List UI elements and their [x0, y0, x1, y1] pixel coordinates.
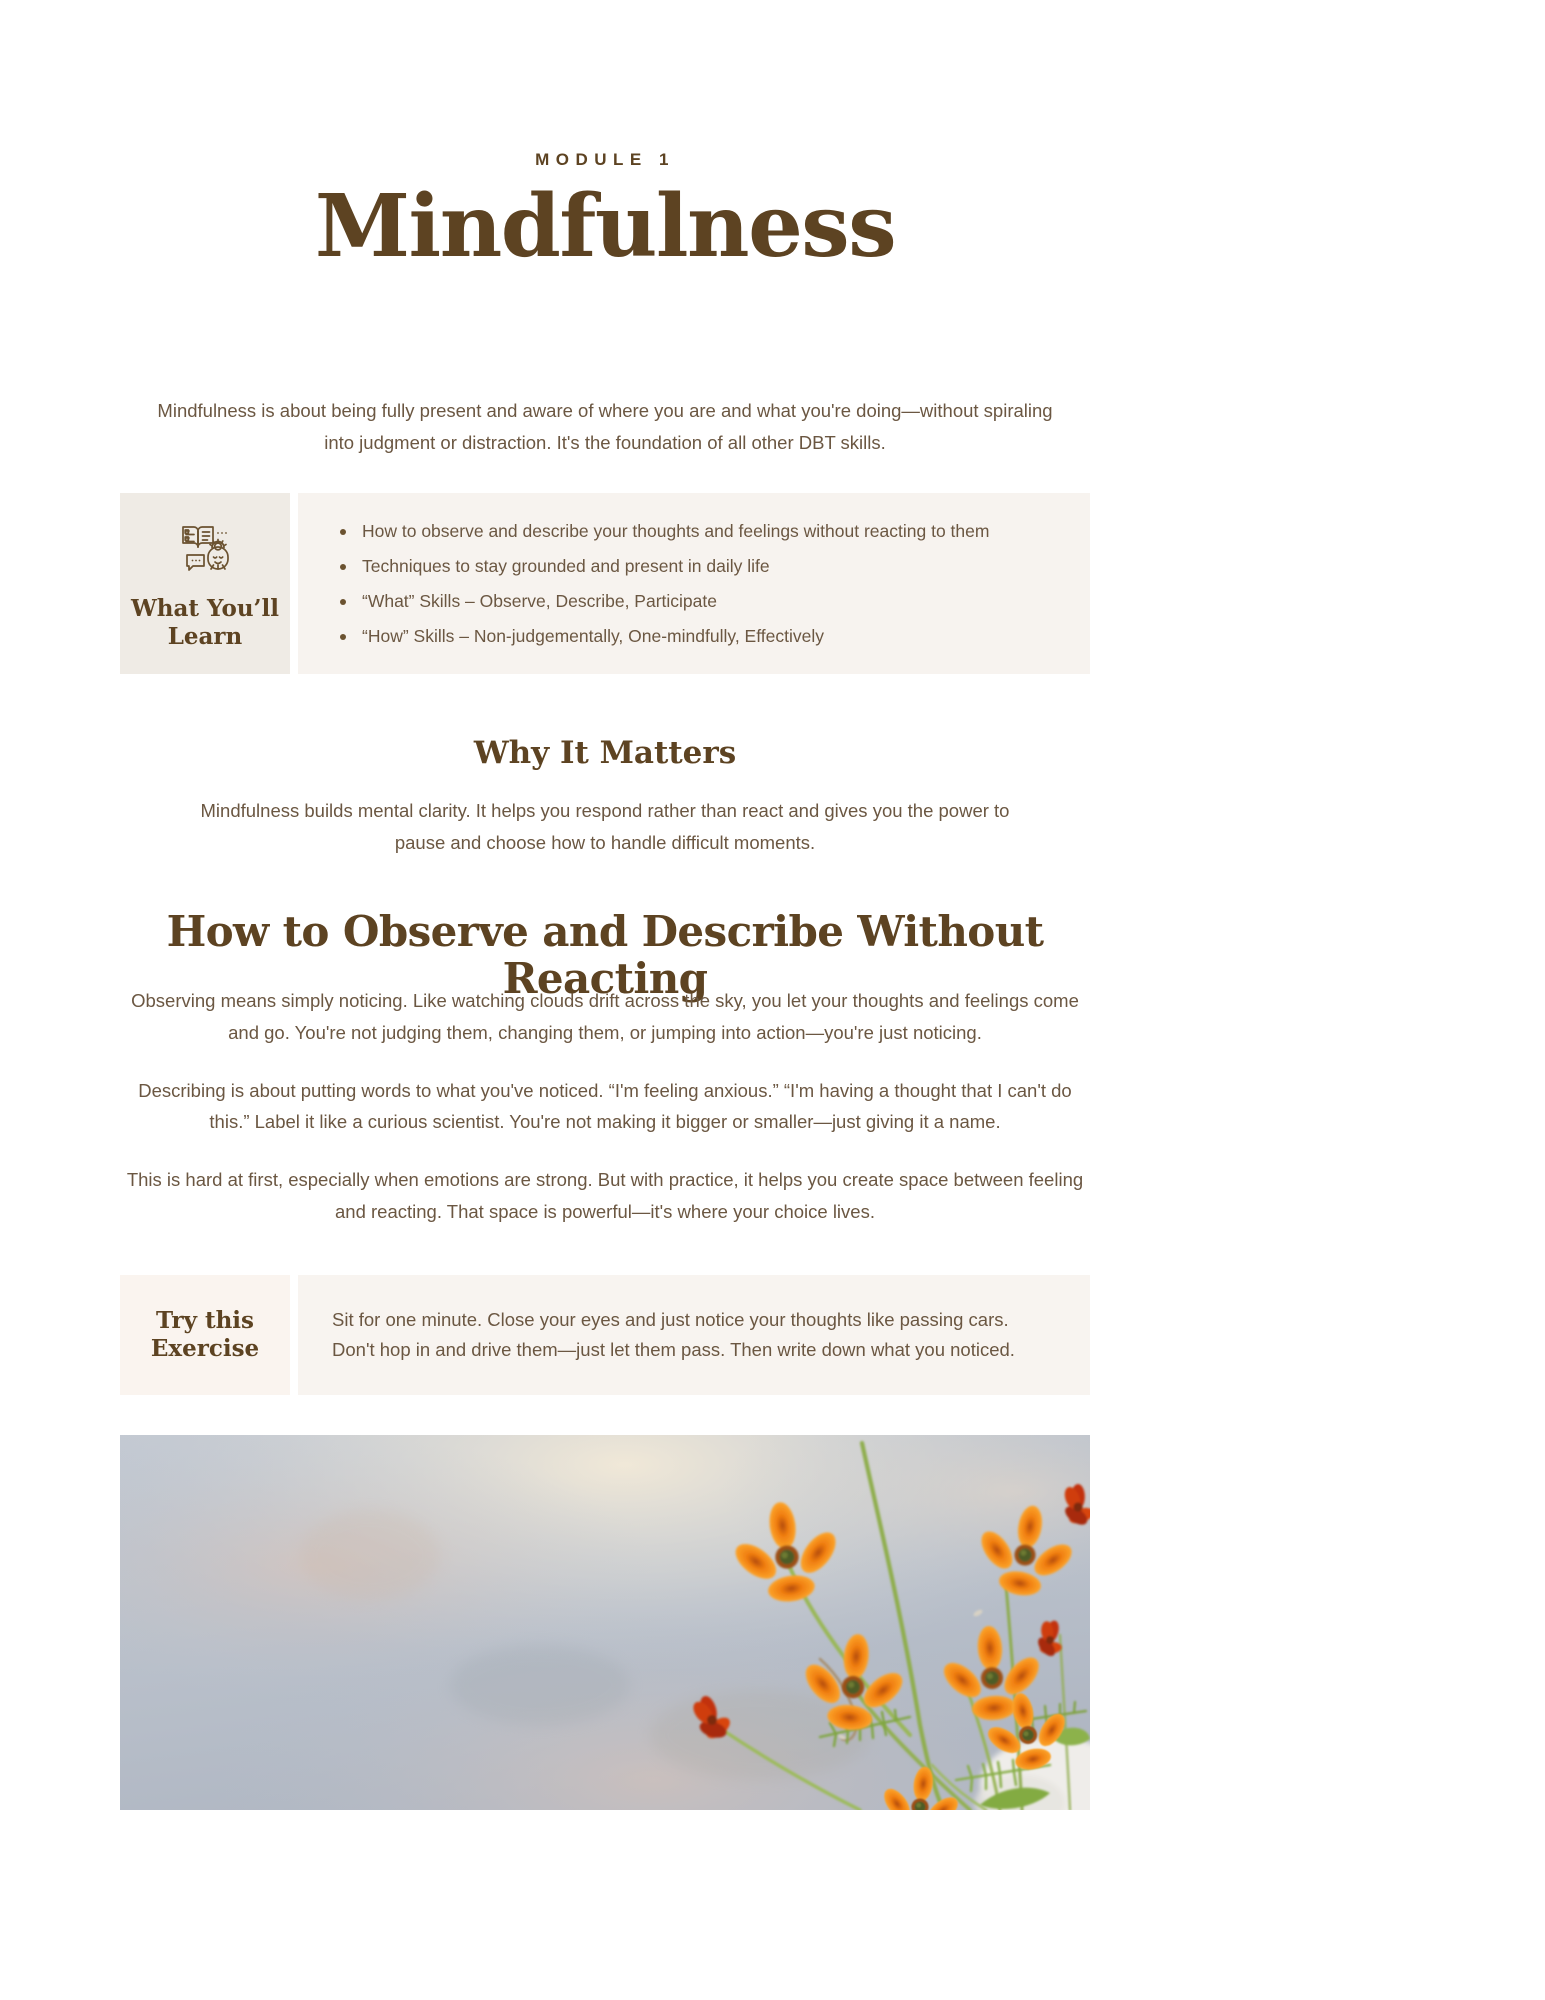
- book-head-gear-learning-icon: [174, 517, 236, 579]
- module-label: MODULE 1: [535, 150, 675, 169]
- learn-callout-side: [120, 493, 290, 674]
- learn-bullet-list: [332, 519, 1056, 648]
- try-this-exercise-callout: [120, 1275, 1090, 1395]
- learn-callout-title: What You’ll Learn: [130, 594, 280, 650]
- photo-artwork: [120, 1435, 1090, 1810]
- learn-callout-body: [298, 493, 1090, 674]
- body-paragraph: This is hard at first, especially when emotions are strong. But with practice, it helps you create space between feeling and reacting. That space is powerful—it's where your choice lives.: [126, 1169, 1084, 1223]
- why-it-matters-heading: Why It Matters: [473, 735, 737, 771]
- cosmos-flowers-photo: [120, 1435, 1090, 1810]
- exercise-callout-title: Try this Exercise: [150, 1306, 260, 1362]
- main-section-body: [120, 985, 1090, 1228]
- body-paragraph: Observing means simply noticing. Like watching clouds drift across the sky, you let your thoughts and feelings come and go. You're not judging them, changing them, or jumping into action—you're just noticing.: [131, 990, 1079, 1043]
- body-paragraph: Describing is about putting words to what you've noticed. “I'm feeling anxious.” “I'm having a thought that I can't do this.” Label it like a curious scientist. You're not making it bigger or smaller—just giving it a name.: [138, 1079, 1072, 1133]
- exercise-callout-side: [120, 1275, 290, 1395]
- list-item: How to observe and describe your thoughts and feelings without reacting to them: [332, 519, 1056, 544]
- exercise-instructions: Sit for one minute. Close your eyes and just notice your thoughts like passing cars. Don't hop in and drive them—just let them pass. Then write down what you noticed.: [332, 1309, 1015, 1360]
- what-youll-learn-callout: [120, 493, 1090, 674]
- exercise-callout-body: [298, 1275, 1090, 1395]
- list-item: “What” Skills – Observe, Describe, Participate: [332, 589, 1056, 614]
- list-item: “How” Skills – Non-judgementally, One-mindfully, Effectively: [332, 624, 1056, 649]
- main-section-heading: How to Observe and Describe Without Reacting: [166, 907, 1044, 1004]
- page-title: Mindfulness: [314, 176, 896, 277]
- why-it-matters-paragraph: Mindfulness builds mental clarity. It helps you respond rather than react and gives you the power to pause and choose how to handle difficult moments.: [200, 800, 1010, 853]
- intro-paragraph: Mindfulness is about being fully present and aware of where you are and what you're doing—without spiraling into judgment or distraction. It's the foundation of all other DBT skills.: [157, 400, 1053, 453]
- list-item: Techniques to stay grounded and present in daily life: [332, 554, 1056, 579]
